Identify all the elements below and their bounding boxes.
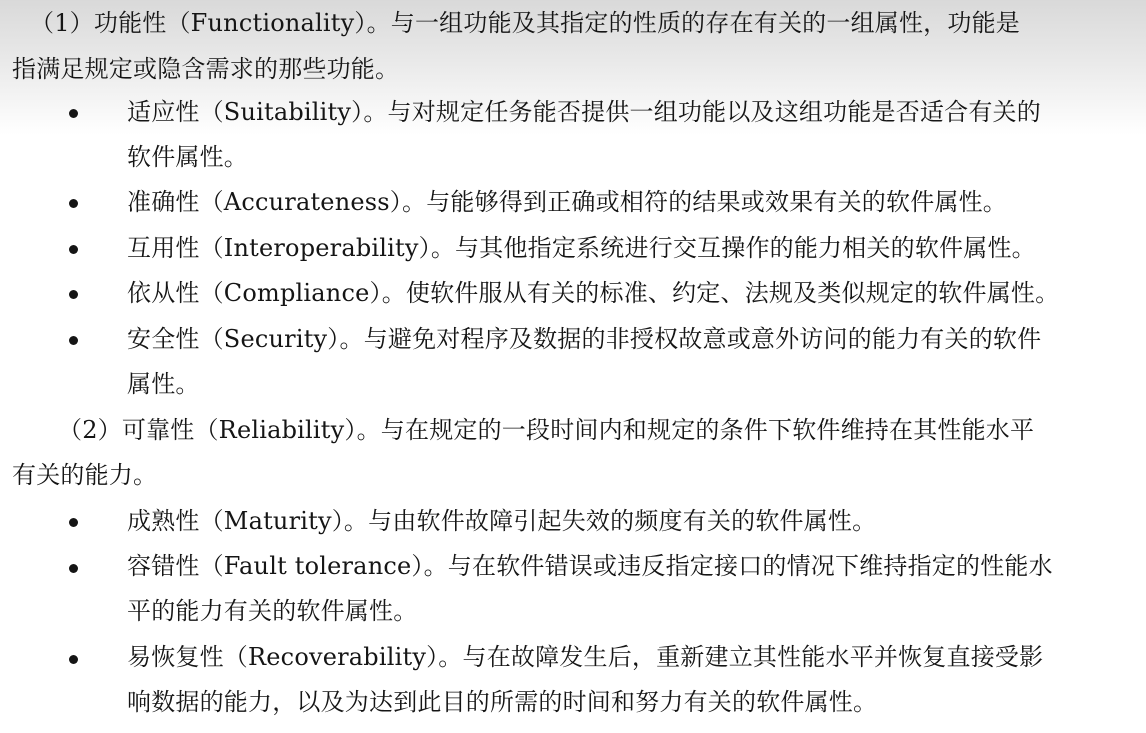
bullet-icon	[69, 109, 78, 118]
list-item-accurateness: 准确性（Accurateness）。与能够得到正确或相符的结果或效果有关的软件属性。	[127, 188, 1007, 216]
section-1-heading-line-1: （1）功能性（Functionality）。与一组功能及其指定的性质的存在有关的一组属性，功能是	[30, 9, 1020, 37]
section-2-heading-line-2: 有关的能力。	[12, 461, 158, 489]
list-item-recoverability-line-2: 响数据的能力，以及为达到此目的所需的时间和努力有关的软件属性。	[127, 688, 878, 716]
bullet-icon	[69, 518, 78, 527]
list-item-compliance: 依从性（Compliance）。使软件服从有关的标准、约定、法规及类似规定的软件属性。	[127, 279, 1060, 307]
section-2-heading-line-1: （2）可靠性（Reliability）。与在规定的一段时间内和规定的条件下软件维持在其性能水平	[58, 416, 1035, 444]
list-item-security-line-1: 安全性（Security）。与避免对程序及数据的非授权故意或意外访问的能力有关的软件	[127, 325, 1042, 353]
list-item-fault-tolerance-line-2: 平的能力有关的软件属性。	[127, 597, 418, 625]
bullet-icon	[69, 290, 78, 299]
bullet-icon	[69, 336, 78, 345]
list-item-security-line-2: 属性。	[127, 370, 200, 398]
list-item-recoverability-line-1: 易恢复性（Recoverability）。与在故障发生后，重新建立其性能水平并恢复直接受影	[127, 643, 1044, 671]
bullet-icon	[69, 199, 78, 208]
bullet-icon	[69, 564, 78, 573]
list-item-interoperability: 互用性（Interoperability）。与其他指定系统进行交互操作的能力相关的软件属性。	[127, 234, 1036, 262]
bullet-icon	[69, 245, 78, 254]
list-item-maturity: 成熟性（Maturity）。与由软件故障引起失效的频度有关的软件属性。	[127, 507, 877, 535]
section-1-heading-line-2: 指满足规定或隐含需求的那些功能。	[12, 55, 400, 83]
list-item-suitability-line-1: 适应性（Suitability）。与对规定任务能否提供一组功能以及这组功能是否适合有关的	[127, 98, 1041, 126]
bullet-icon	[69, 655, 78, 664]
list-item-suitability-line-2: 软件属性。	[127, 143, 248, 171]
list-item-fault-tolerance-line-1: 容错性（Fault tolerance）。与在软件错误或违反指定接口的情况下维持指定的性能水	[127, 552, 1053, 580]
